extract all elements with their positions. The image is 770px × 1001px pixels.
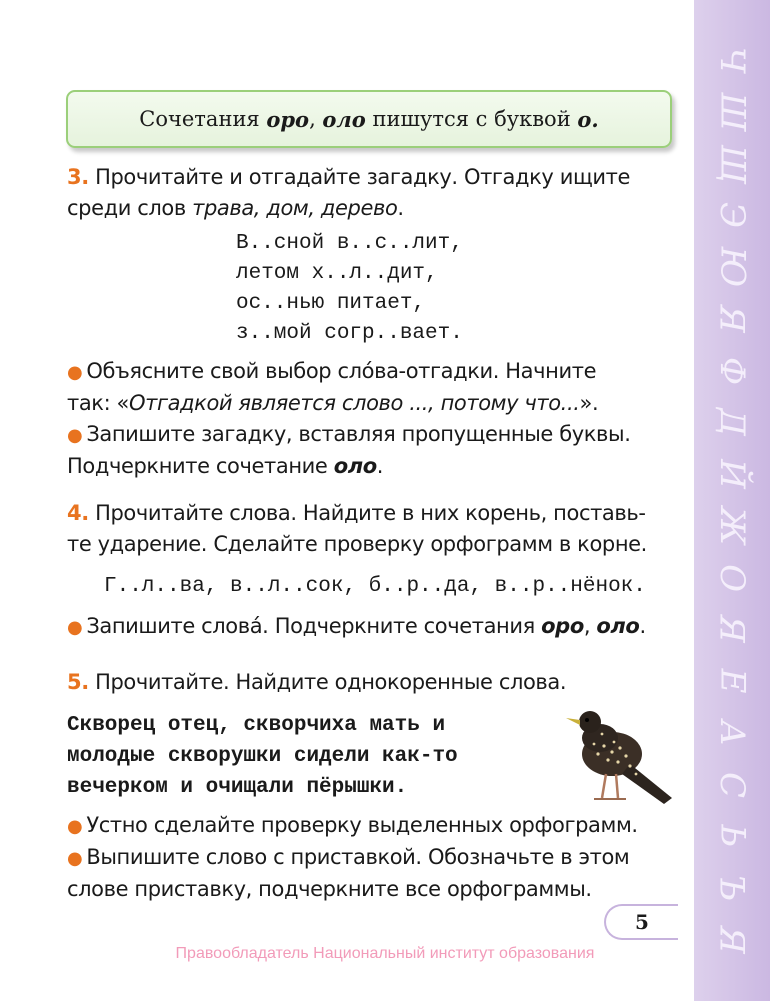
sidebar-letter: Щ <box>712 144 752 183</box>
task-text: ». <box>579 391 599 415</box>
exercise-4-bullet <box>67 611 679 643</box>
task-text: так: « <box>67 391 129 415</box>
text-line: вечерком и очищали пёрышки. <box>67 776 408 799</box>
rule-text: , <box>309 107 323 131</box>
exercise-4-words: Г..л..ва, в..л..сок, б..р..да, в..р..нёнок. <box>104 575 646 598</box>
riddle-line: з..мой согр..вает. <box>236 322 463 345</box>
task-text: . <box>639 614 646 638</box>
task-text: Объясните свой выбор сло́ва-отгадки. Начните <box>86 359 597 383</box>
sidebar-letter: Я <box>712 305 752 333</box>
bullet-icon: ● <box>67 617 83 638</box>
bullet-icon: ● <box>67 848 83 869</box>
exercise-number: 5. <box>67 670 89 694</box>
task-text: Подчеркните сочетание <box>67 454 334 478</box>
task-text: Запишите слова́. Подчеркните сочетания <box>86 614 542 638</box>
sidebar-letter: Ж <box>711 506 752 545</box>
starling-bird-image <box>560 700 678 810</box>
task-text: те ударение. Сделайте проверку орфограмм в корне. <box>67 532 647 556</box>
bullet-icon: ● <box>67 362 83 383</box>
task-combo: оло <box>333 454 377 478</box>
sidebar-letter: Я <box>712 926 752 954</box>
riddle-line: В..сной в..с..лит, <box>236 232 463 255</box>
task-text: Прочитайте слова. Найдите в них корень, поставь- <box>88 501 646 525</box>
sidebar-letter: О <box>712 563 752 592</box>
bullet-icon: ● <box>67 425 83 446</box>
task-combo: оро <box>541 614 584 638</box>
rule-combo-oro: оро <box>266 106 310 132</box>
exercise-number: 3. <box>67 165 89 189</box>
sidebar-letter: Е <box>711 668 752 694</box>
exercise-5-bullets <box>67 810 679 905</box>
text-line: молодые скворушки сидели как-то <box>67 745 458 768</box>
rule-letter: о. <box>577 106 599 132</box>
exercise-number: 4. <box>67 501 89 525</box>
rule-combo-olo: оло <box>322 106 366 132</box>
sidebar-letter: Я <box>712 615 752 643</box>
rule-box <box>66 90 672 148</box>
task-text: среди слов <box>67 196 193 220</box>
riddle-line: ос..нью питает, <box>236 292 426 315</box>
task-combo: оло <box>596 614 640 638</box>
task-text: Выпишите слово с приставкой. Обозначьте в этом <box>86 845 630 869</box>
exercise-5-text <box>67 710 458 803</box>
riddle <box>236 229 463 349</box>
task-example: Отгадкой является слово ..., потому что... <box>128 391 580 415</box>
sidebar-letter: Ф <box>711 356 752 385</box>
sidebar-letters <box>700 40 764 960</box>
sidebar-letter: Ь <box>711 824 752 848</box>
sidebar-letter: Й <box>712 459 752 489</box>
rule-text: пишутся с буквой <box>365 107 578 131</box>
sidebar-letter: Э <box>711 202 752 229</box>
sidebar-letter: Ш <box>712 92 752 132</box>
copyright-footer: Правообладатель Национальный институт образования <box>175 945 595 962</box>
sidebar-letter: Д <box>712 408 752 437</box>
exercise-3-task <box>67 162 679 224</box>
task-text: . <box>376 454 384 478</box>
text-line: Скворец отец, скворчиха мать и <box>67 714 446 737</box>
exercise-4-task <box>67 498 679 560</box>
exercise-5-task <box>67 667 679 698</box>
task-text: Запишите загадку, вставляя пропущенные буквы. <box>86 422 631 446</box>
task-text: , <box>583 614 597 638</box>
sidebar-letter: С <box>711 771 752 798</box>
sidebar-letter: Ъ <box>711 874 752 902</box>
exercise-3-bullets <box>67 356 679 482</box>
sidebar-letter: Ч <box>712 46 752 74</box>
bullet-icon: ● <box>67 816 83 837</box>
task-text: слове приставку, подчеркните все орфограммы. <box>67 877 592 901</box>
rule-text: Сочетания <box>139 107 267 131</box>
task-text: Прочитайте и отгадайте загадку. Отгадку ищите <box>88 165 630 189</box>
task-text: Прочитайте. Найдите однокоренные слова. <box>88 670 567 694</box>
task-text: Устно сделайте проверку выделенных орфограмм. <box>86 813 638 837</box>
page-number: 5 <box>604 904 678 940</box>
task-words: трава, дом, дерево <box>192 196 398 220</box>
sidebar-letter: А <box>712 719 752 746</box>
sidebar-letter: Ю <box>711 246 752 288</box>
task-text: . <box>397 196 404 220</box>
riddle-line: летом х..л..дит, <box>236 262 438 285</box>
